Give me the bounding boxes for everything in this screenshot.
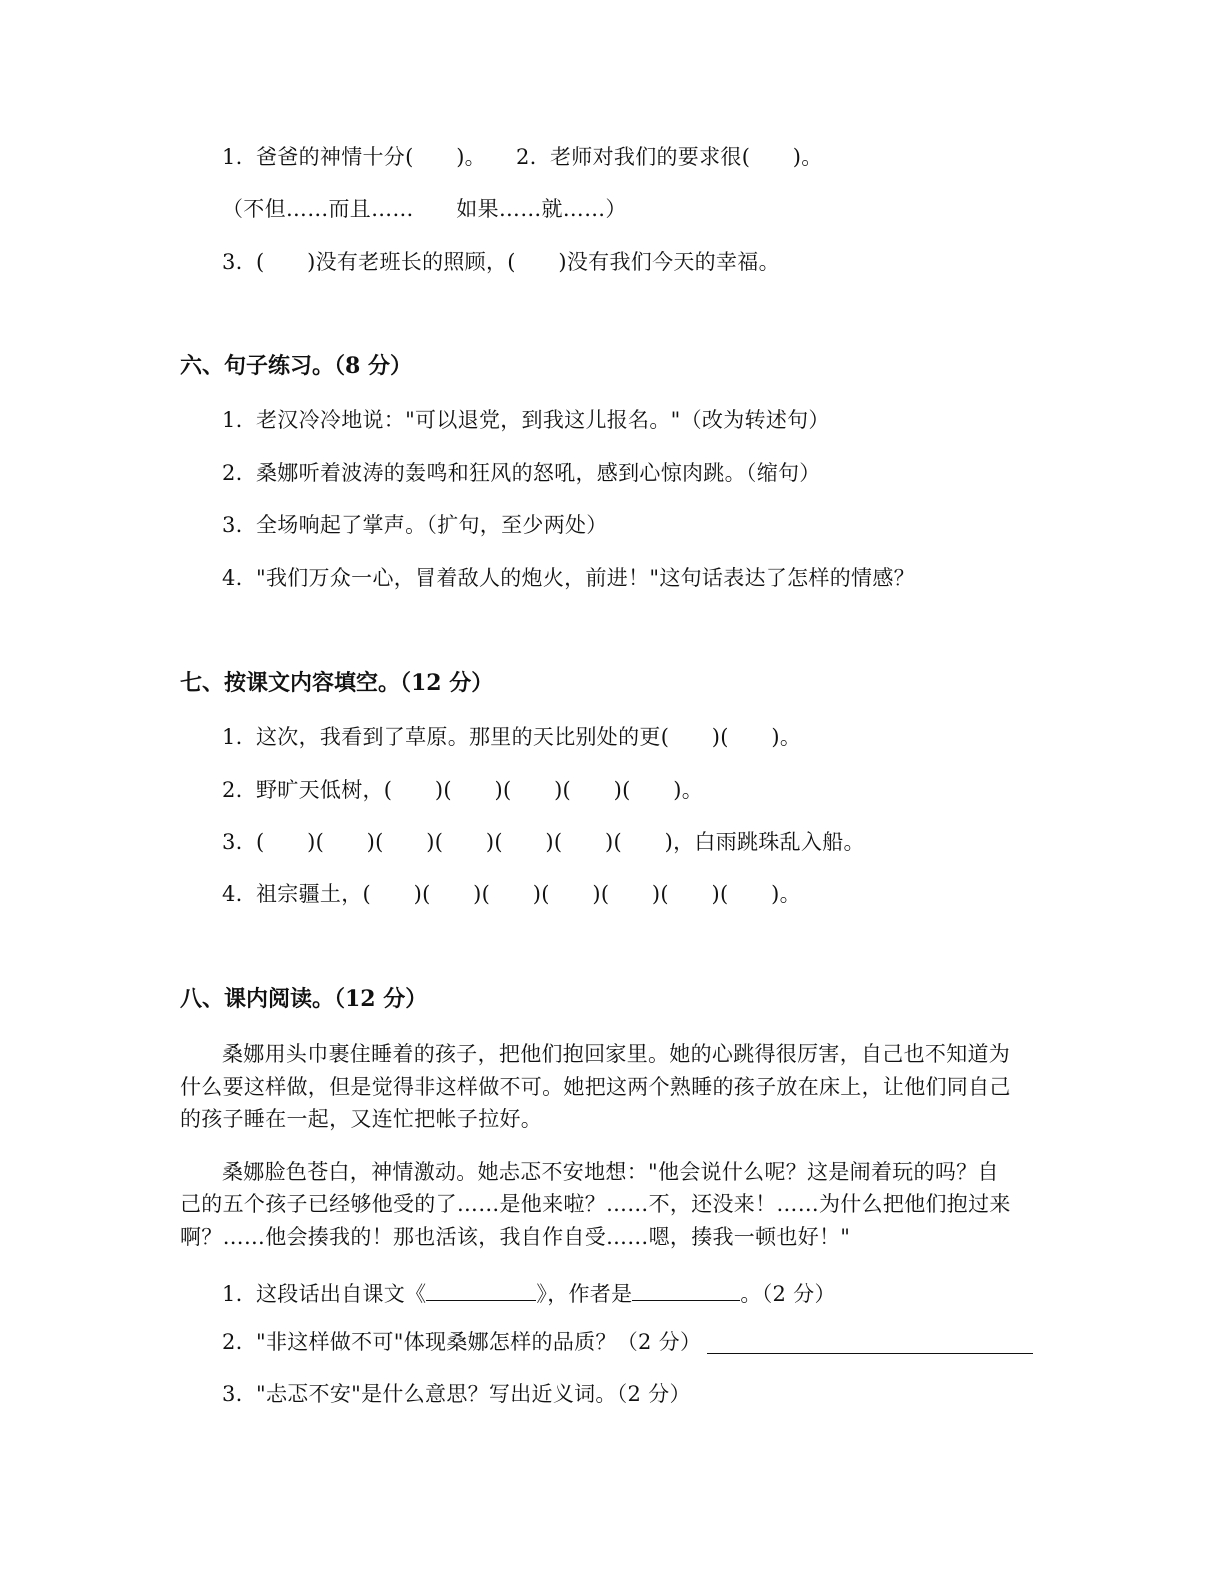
- question-text: "非这样做不可"体现桑娜怎样的品质？（2 分）: [256, 1330, 702, 1354]
- section-heading-6: 六、句子练习。（8 分）: [180, 353, 412, 379]
- question-number: 3.: [222, 1382, 243, 1406]
- question-text: 桑娜听着波涛的轰鸣和狂风的怒吼，感到心惊肉跳。（缩句）: [256, 461, 821, 485]
- answer-blank[interactable]: [426, 1280, 536, 1301]
- question-number: 2.: [222, 1330, 243, 1354]
- passage-line: 的孩子睡在一起，又连忙把帐子拉好。: [180, 1107, 543, 1131]
- question-text: 这次，我看到了草原。那里的天比别处的更( )( )。: [256, 725, 802, 749]
- fill-question-3: [222, 252, 780, 273]
- sentence-question: [222, 463, 821, 484]
- passage-line: 什么要这样做，但是觉得非这样做不可。她把这两个熟睡的孩子放在床上，让他们同自己: [180, 1075, 1011, 1099]
- question-number: 1.: [222, 725, 243, 749]
- fill-question-2: [516, 147, 823, 168]
- question-number: 3.: [222, 513, 243, 537]
- question-text: "忐忑不安"是什么意思？写出近义词。（2 分）: [256, 1382, 691, 1406]
- fill-in-question: [222, 780, 703, 801]
- question-text: 。（2 分）: [740, 1282, 836, 1306]
- question-number: 1.: [222, 408, 243, 432]
- fill-question-1: [222, 147, 486, 168]
- question-text: "我们万众一心，冒着敌人的炮火，前进！"这句话表达了怎样的情感？: [256, 566, 915, 590]
- question-number: 3.: [222, 830, 243, 854]
- question-text: 祖宗疆土，( )( )( )( )( )( )( )。: [256, 882, 801, 906]
- answer-blank[interactable]: [707, 1333, 1033, 1354]
- question-number: 1.: [222, 145, 243, 169]
- reading-question-3: [222, 1384, 691, 1405]
- question-text: ( )( )( )( )( )( )( )，白雨跳珠乱入船。: [256, 830, 865, 854]
- question-text: 这段话出自课文《: [256, 1282, 427, 1306]
- question-number: 3.: [222, 250, 243, 274]
- fill-in-question: [222, 884, 801, 905]
- question-text: 老师对我们的要求很( )。: [550, 145, 823, 169]
- passage-line: 桑娜用头巾裹住睡着的孩子，把他们抱回家里。她的心跳得很厉害，自己也不知道为: [222, 1042, 1011, 1066]
- question-text: 老汉冷冷地说："可以退党，到我这儿报名。"（改为转述句）: [256, 408, 830, 432]
- passage-line: 桑娜脸色苍白，神情激动。她忐忑不安地想："他会说什么呢？这是闹着玩的吗？自: [222, 1160, 999, 1184]
- answer-blank[interactable]: [632, 1280, 740, 1301]
- question-text: 野旷天低树，( )( )( )( )( )。: [256, 778, 704, 802]
- section-heading-8: 八、课内阅读。（12 分）: [180, 986, 428, 1012]
- reading-question-2: [222, 1332, 701, 1353]
- question-number: 2.: [222, 778, 243, 802]
- passage-line: 啊？……他会揍我的！那也活该，我自作自受……嗯，揍我一顿也好！": [180, 1225, 851, 1249]
- passage-line: 己的五个孩子已经够他受的了……是他来啦？……不，还没来！……为什么把他们抱过来: [180, 1192, 1011, 1216]
- sentence-question: [222, 515, 608, 536]
- reading-question-1: [222, 1280, 836, 1305]
- fill-in-question: [222, 832, 865, 853]
- question-text: ( )没有老班长的照顾，( )没有我们今天的幸福。: [256, 250, 780, 274]
- question-text: 全场响起了掌声。（扩句，至少两处）: [256, 513, 608, 537]
- question-number: 1.: [222, 1282, 243, 1306]
- conjunction-options: （不但……而且…… 如果……就……）: [222, 197, 627, 221]
- question-text: 》，作者是: [536, 1282, 633, 1306]
- sentence-question: [222, 410, 830, 431]
- question-number: 2.: [222, 461, 243, 485]
- question-number: 2.: [516, 145, 537, 169]
- question-number: 4.: [222, 882, 243, 906]
- section-heading-7: 七、按课文内容填空。（12 分）: [180, 670, 494, 696]
- question-text: 爸爸的神情十分( )。: [256, 145, 486, 169]
- question-number: 4.: [222, 566, 243, 590]
- sentence-question: [222, 568, 915, 589]
- fill-in-question: [222, 727, 801, 748]
